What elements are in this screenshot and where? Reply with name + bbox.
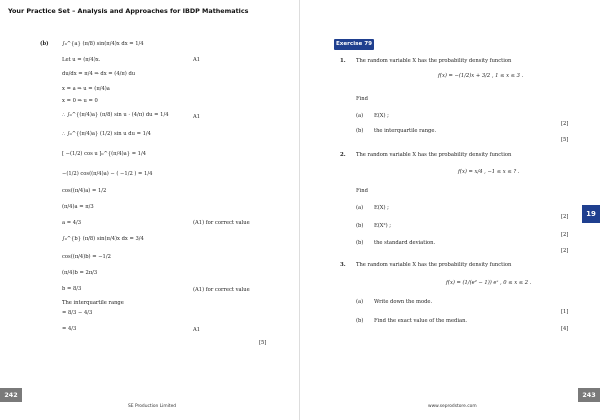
page-gutter xyxy=(299,0,300,420)
part-text: the standard deviation. xyxy=(374,240,436,246)
solution-line: = 4/3 xyxy=(62,326,77,332)
part-marks: [4] xyxy=(561,326,569,332)
solution-line: ∫₀^{a} (π/8) sin(π/4)x dx = 1/4 xyxy=(62,41,144,47)
part-label: (b) xyxy=(356,318,364,324)
density-function: f(x) = −(1/2)x + 3/2 , 1 ≤ x ≤ 3 . xyxy=(438,73,524,79)
solution-line: cos((π/4)b) = −1/2 xyxy=(62,254,111,260)
part-marks: [2] xyxy=(561,121,569,127)
footer-publisher: SE Production Limited xyxy=(128,404,177,409)
part-marks: [1] xyxy=(561,309,569,315)
part-text: Write down the mode. xyxy=(374,299,433,305)
question-text: The random variable X has the probability density function xyxy=(356,152,512,158)
footer-website: www.seprodstore.com xyxy=(428,404,477,409)
solution-part-label: (b) xyxy=(40,41,49,47)
book-header-title: Your Practice Set – Analysis and Approaches for IBDP Mathematics xyxy=(8,7,249,15)
mark-scheme-note: A1 xyxy=(193,57,201,63)
question-text: The random variable X has the probability density function xyxy=(356,58,512,64)
solution-line: Let u = (π/4)x. xyxy=(62,57,101,63)
solution-line: cos((π/4)a) = 1/2 xyxy=(62,188,107,194)
exercise-badge: Exercise 79 xyxy=(334,39,374,50)
solution-line: −(1/2) cos((π/4)a) − ( −1/2 ) = 1/4 xyxy=(62,171,153,177)
solution-line: x = a ⇒ u = (π/4)a xyxy=(62,86,110,92)
part-text: E(X) ; xyxy=(374,205,389,211)
solution-line: x = 0 ⇒ u = 0 xyxy=(62,98,98,104)
part-marks: [5] xyxy=(561,137,569,143)
mark-scheme-note: (A1) for correct value xyxy=(193,287,250,293)
part-label: (a) xyxy=(356,113,364,119)
mark-scheme-note: A1 xyxy=(193,327,201,333)
part-label: (b) xyxy=(356,240,364,246)
solution-line: ∫₀^{b} (π/8) sin(π/4)x dx = 3/4 xyxy=(62,236,144,242)
question-number: 1. xyxy=(340,58,346,64)
part-label: (a) xyxy=(356,299,364,305)
question-text: The random variable X has the probability density function xyxy=(356,262,512,268)
part-label: (b) xyxy=(356,223,364,229)
solution-line: a = 4/3 xyxy=(62,220,82,226)
mark-scheme-note: A1 xyxy=(193,114,201,120)
part-marks: [2] xyxy=(561,232,569,238)
part-marks: [2] xyxy=(561,214,569,220)
mark-scheme-note: (A1) for correct value xyxy=(193,220,250,226)
solution-line: ∴ ∫₀^{(π/4)a} (π/8) sin u · (4/π) du = 1/4 xyxy=(62,112,169,118)
question-find: Find xyxy=(356,96,368,102)
solution-line: b = 8/3 xyxy=(62,286,82,292)
question-number: 2. xyxy=(340,152,346,158)
solution-line: [ −(1/2) cos u ]₀^{(π/4)a} = 1/4 xyxy=(62,151,147,157)
solution-line: The interquartile range xyxy=(62,300,124,306)
part-marks: [2] xyxy=(561,248,569,254)
solution-line: (π/4)b = 2π/3 xyxy=(62,270,98,276)
part-text: E(X) ; xyxy=(374,113,389,119)
chapter-tab[interactable]: 19 xyxy=(582,205,600,223)
part-label: (a) xyxy=(356,205,364,211)
density-function: f(x) = x/4 , −1 ≤ x ≤ ? . xyxy=(458,169,520,175)
page-number-left: 242 xyxy=(0,388,22,402)
question-find: Find xyxy=(356,188,368,194)
part-label: (b) xyxy=(356,128,364,134)
density-function: f(x) = (1/(e² − 1)) eˣ , 0 ≤ x ≤ 2 . xyxy=(446,280,532,286)
part-text: E(X²) ; xyxy=(374,223,392,229)
solution-line: du/dx = π/4 ⇒ dx = (4/π) du xyxy=(62,71,136,77)
question-number: 3. xyxy=(340,262,346,268)
page-number-right: 243 xyxy=(578,388,600,402)
solution-line: (π/4)a = π/3 xyxy=(62,204,94,210)
solution-line: ∴ ∫₀^{(π/4)a} (1/2) sin u du = 1/4 xyxy=(62,131,151,137)
solution-line: = 8/3 − 4/3 xyxy=(62,310,93,316)
part-text: Find the exact value of the median. xyxy=(374,318,468,324)
part-text: the interquartile range. xyxy=(374,128,437,134)
total-marks: [5] xyxy=(259,340,267,346)
